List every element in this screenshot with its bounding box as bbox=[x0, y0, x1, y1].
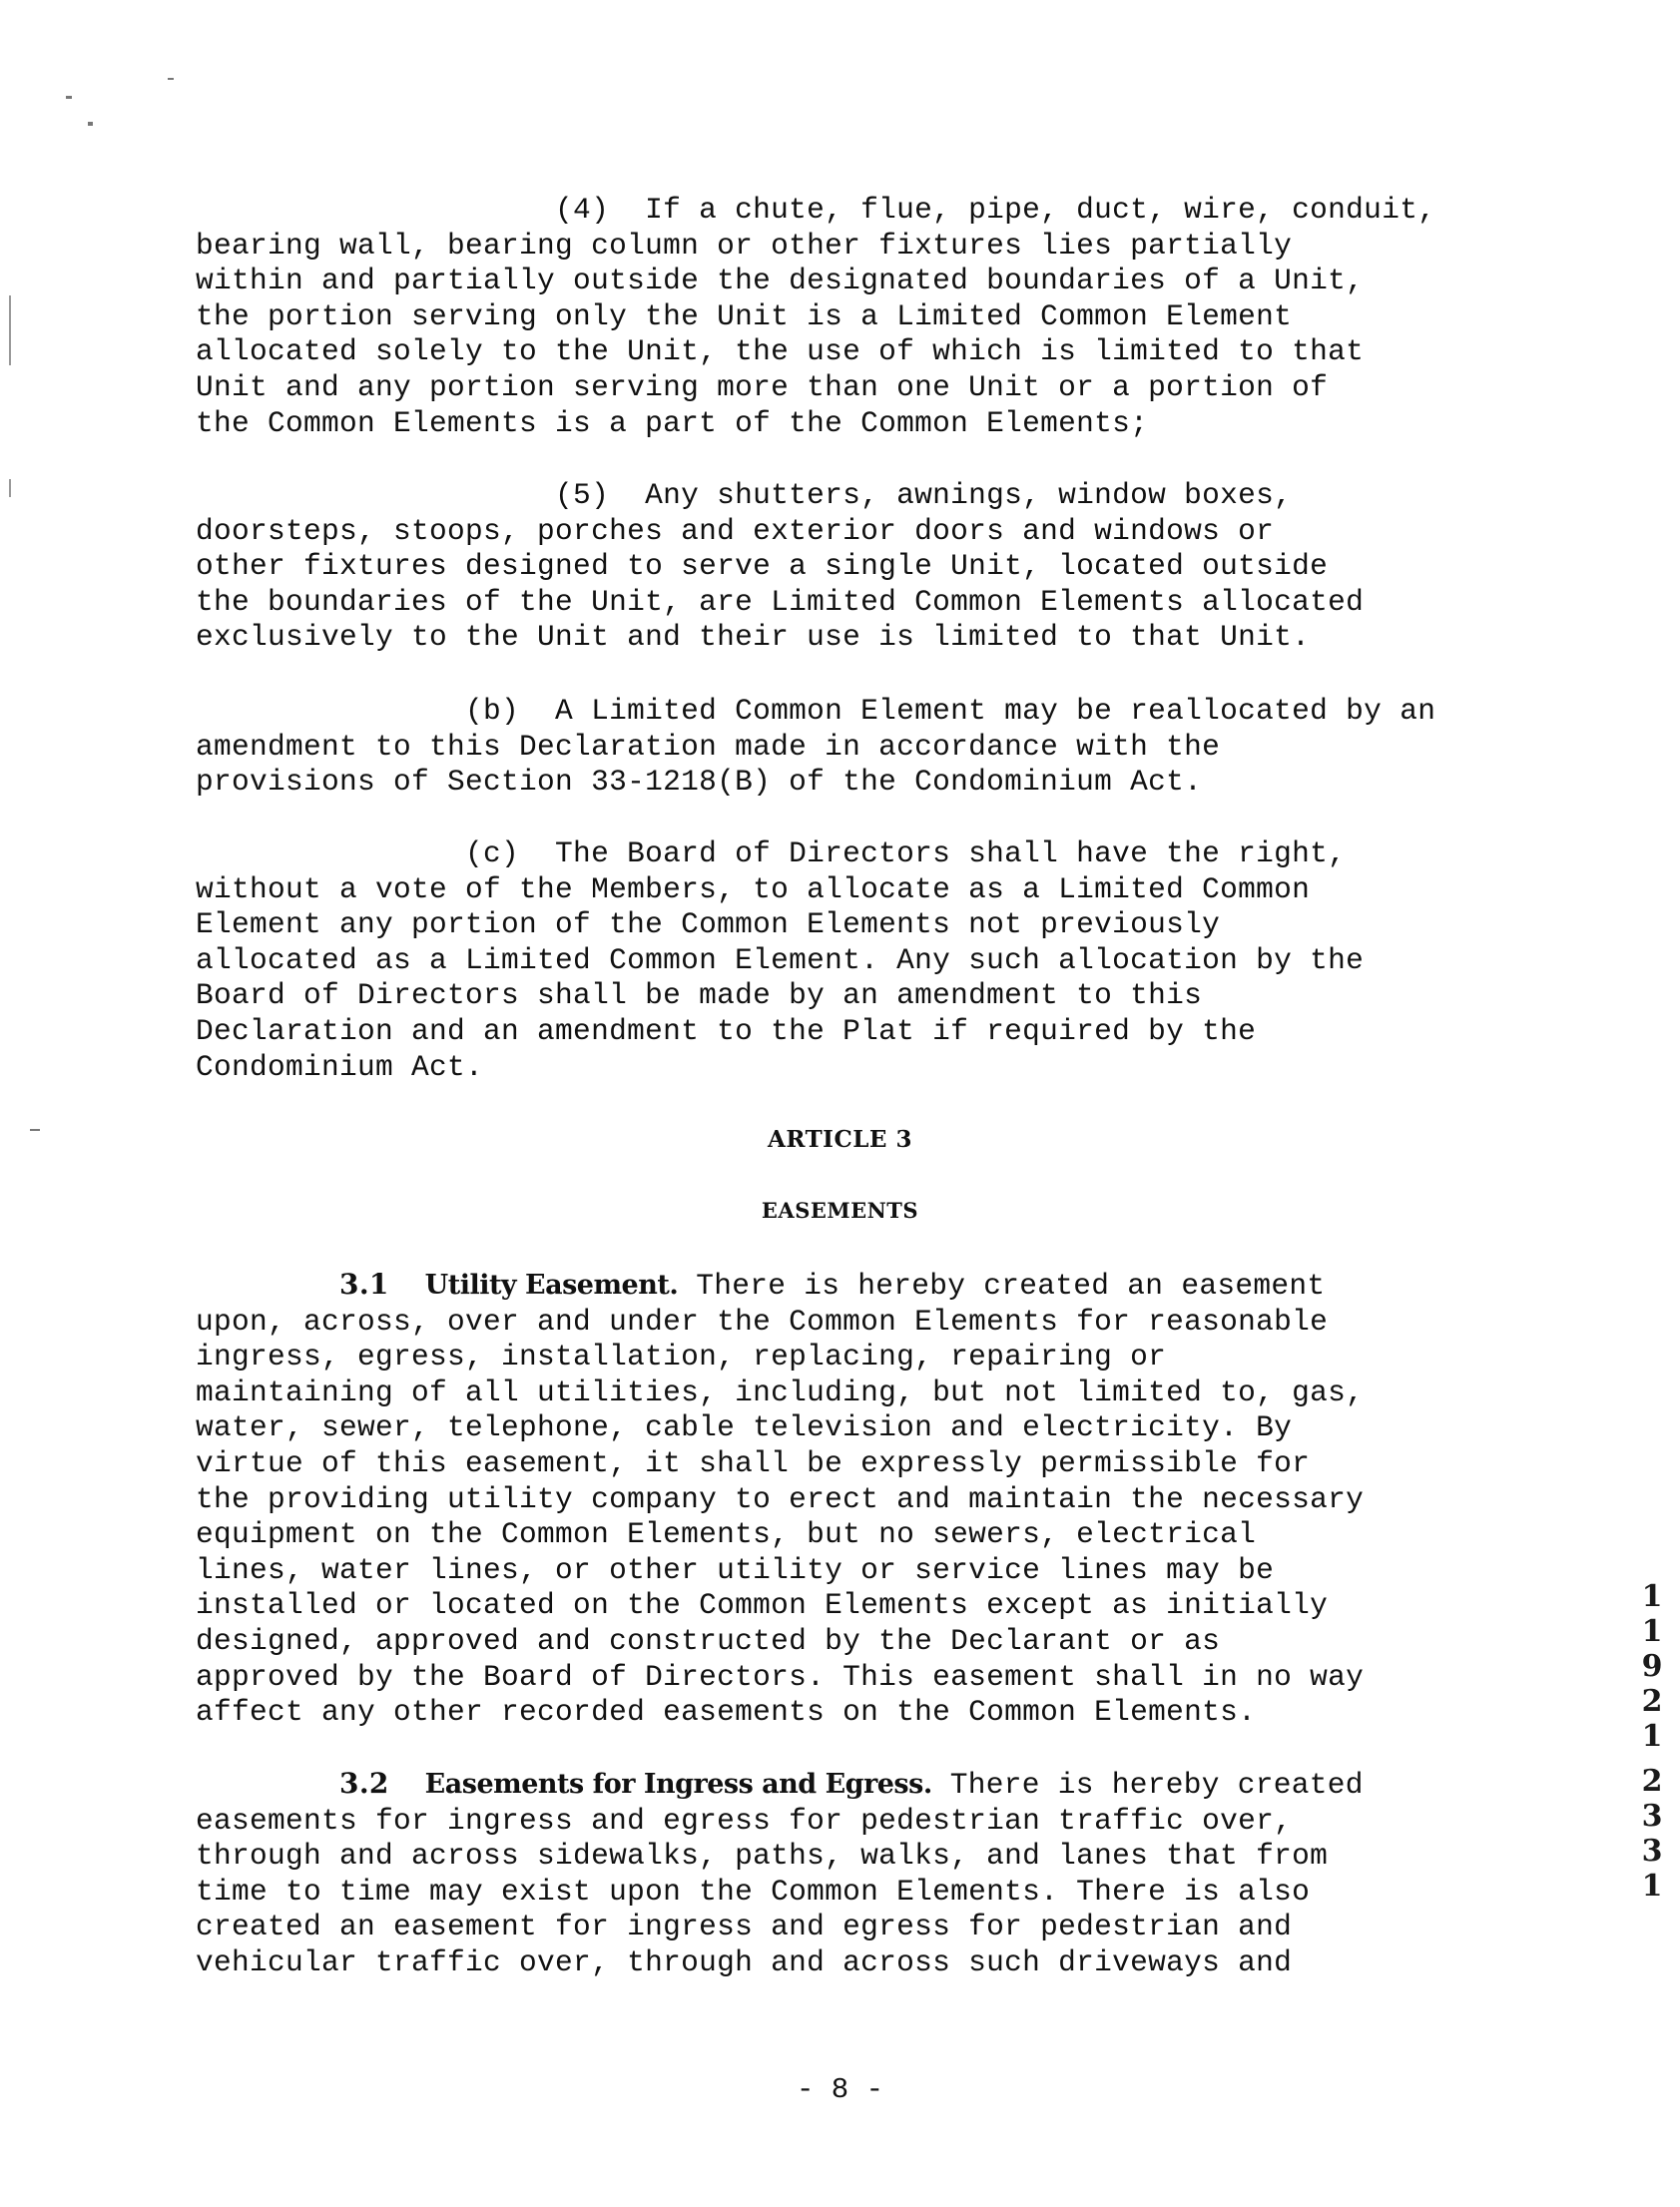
stamp-digit: 1 bbox=[1641, 1579, 1663, 1614]
article-number: ARTICLE 3 bbox=[768, 1126, 912, 1153]
page-number: - 8 - bbox=[796, 2073, 883, 2106]
stamp-digit: 2 bbox=[1641, 1684, 1663, 1719]
section-3-2-number: 3.2 bbox=[339, 1767, 389, 1800]
stamp-digit: 3 bbox=[1641, 1799, 1663, 1834]
stamp-gap bbox=[1640, 1754, 1664, 1764]
section-3-2-first-line: There is hereby created bbox=[931, 1768, 1364, 1802]
scan-mark bbox=[66, 96, 72, 99]
section-3-1-first-line: There is hereby created an easement bbox=[678, 1269, 1326, 1303]
article-title: EASEMENTS bbox=[761, 1198, 919, 1223]
section-3-1-number: 3.1 bbox=[339, 1268, 389, 1301]
section-3-2 bbox=[196, 1766, 1513, 1981]
stamp-digit: 2 bbox=[1641, 1764, 1663, 1799]
stamp-digit: 1 bbox=[1641, 1614, 1663, 1649]
margin-line bbox=[9, 295, 11, 365]
section-3-1 bbox=[196, 1267, 1513, 1731]
paragraph-c: (c) The Board of Directors shall have the right, without a vote of the Members, to allocate as a Limited Common Element any portion of the Common Elements not previously allocated as a Limited Common Element. Any such allocation by the Board of Directors shall be made by an amendment to this Declaration and an amendment to the Plat if required by the Condominium Act. bbox=[196, 836, 1365, 1084]
scan-mark bbox=[88, 122, 93, 126]
margin-line bbox=[9, 479, 11, 497]
scan-mark bbox=[168, 78, 174, 80]
section-3-2-body: easements for ingress and egress for pedestrian traffic over, through and across sidewalks, paths, walks, and lanes that from time to time may exist upon the Common Elements. There is also created an easement for ingress and egress for pedestrian and vehicular traffic over, through and across such driveways and bbox=[196, 1803, 1329, 1979]
paragraph-5: (5) Any shutters, awnings, window boxes, doorsteps, stoops, porches and exterior doors and windows or other fixtures designed to serve a single Unit, located outside the boundaries of the Unit, are Limited Common Elements allocated exclusively to the Unit and their use is limited to that Unit. bbox=[196, 478, 1365, 655]
recording-stamp bbox=[1640, 1579, 1664, 1904]
stamp-digit: 1 bbox=[1641, 1869, 1663, 1904]
section-3-1-title: Utility Easement. bbox=[424, 1270, 679, 1301]
stamp-digit: 1 bbox=[1641, 1719, 1663, 1754]
paragraph-b: (b) A Limited Common Element may be reallocated by an amendment to this Declaration made in accordance with the provisions of Section 33-1218(B) of the Condominium Act. bbox=[196, 694, 1436, 800]
paragraph-4: (4) If a chute, flue, pipe, duct, wire, conduit, bearing wall, bearing column or other fixtures lies partially within and partially outside the designated boundaries of a Unit, the portion serving only the Unit is a Limited Common Element allocated solely to the Unit, the use of which is limited to that Unit and any portion serving more than one Unit or a portion of the Common Elements is a part of the Common Elements; bbox=[196, 193, 1436, 440]
stamp-digit: 9 bbox=[1641, 1649, 1663, 1684]
section-3-1-body: upon, across, over and under the Common Elements for reasonable ingress, egress, installation, replacing, repairing or maintaining of all utilities, including, but not limited to, gas, water, sewer, telephone, cable television and electricity. By virtue of this easement, it shall be expressly permissible for the providing utility company to erect and maintain the necessary equipment on the Common Elements, but no sewers, electrical lines, water lines, or other utility or service lines may be installed or located on the Common Elements except as initially designed, approved and constructed by the Declarant or as approved by the Board of Directors. This easement shall in no way affect any other recorded easements on the Common Elements. bbox=[196, 1304, 1365, 1730]
stamp-digit: 3 bbox=[1641, 1834, 1663, 1869]
section-3-2-title: Easements for Ingress and Egress. bbox=[424, 1769, 932, 1800]
